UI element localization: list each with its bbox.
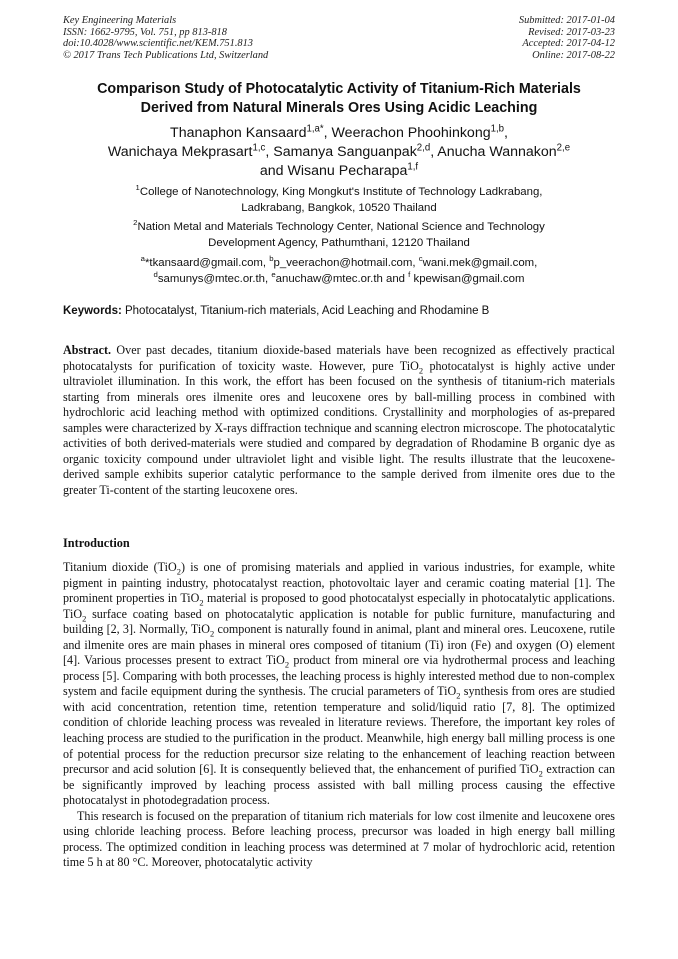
affiliation-1 <box>55 185 623 216</box>
journal-name: Key Engineering Materials <box>63 15 177 26</box>
author-affil-mark: 2,d <box>416 142 431 154</box>
journal-issn: ISSN: 1662-9795, Vol. 751, pp 813-818 <box>63 26 227 38</box>
author-name: Wanichaya Mekprasart <box>107 144 253 160</box>
author-affil-mark: 1,c <box>252 142 266 154</box>
email-link[interactable]: anuchaw@mtec.or.th and <box>275 272 409 285</box>
paper-title <box>40 80 638 118</box>
author-affil-mark: 1,b <box>490 123 505 135</box>
email-link[interactable]: kpewisan@gmail.com <box>410 272 525 285</box>
affil-number: 2 <box>133 218 138 228</box>
email-mark: f <box>408 269 411 279</box>
email-mark: b <box>269 254 274 264</box>
author-emails <box>55 256 623 287</box>
author-affil-mark: 1,a* <box>306 123 324 135</box>
abstract: Abstract. Over past decades, titanium dioxide-based materials have been recognized as effectively practical photocatalysts for purification of toxicity waste. However, pure TiO$_2$ photocatalyst is highly active under ultraviolet illumination. In this work, the effort has been focused on the synthesis of titanium-rich materials starting from minerals ores ilmenite ores and leucoxene ores by ball-milling process in combined with hydrochloric acid leaching method with optimized conditions. Crystallinity and morphologies of as-prepared samples were characterized by X-rays diffraction technique and scanning electron microscope. The photocatalytic activities of both derived-materials were studied and compared by degradation of Rhodamine B organic dye as organic toxicity compound under ultraviolet light and visible light. The results illustrate that the leucoxene-derived sample exhibits superior catalytic performance to the sample derived from ilmenite ores due to the greater Ti-content of the starting leucoxene ores. <box>63 343 615 497</box>
affil-text: College of Nanotechnology, King Mongkut's Institute of Technology Ladkrabang, <box>139 186 543 198</box>
affil-text: Ladkrabang, Bangkok, 10520 Thailand <box>241 201 437 214</box>
introduction-paragraph-1: Titanium dioxide (TiO$_2$) is one of promising materials and applied in various industries, for example, white pigment in painting industry, photocatalyst reaction, photovoltaic layer and ceramic coating material [1]. The prominent properties in TiO$_2$ material is proposed to good photocatalyst especially in photocatalytic applications. TiO$_2$ surface coating based on photocatalytic application is notable for public furniture, manufacturing and building [2, 3]. Normally, TiO$_2$ component is naturally found in animal, plant and mineral ores. Leucoxene, rutile and ilmenite ores are main phases in mineral ores composed of titanium (Ti) iron (Fe) and oxygen (O) element [4]. Various processes present to extract TiO$_2$ product from mineral ore via hydrothermal process and leaching process [5]. Comparing with both processes, the leaching process is highly interested method due to non-complex system and facile equipment during the synthesis. The crucial parameters of TiO$_2$ synthesis from ores are studied with acid concentration, retention time, retention temperature and solid/liquid ratio [7, 8]. The optimized condition of chloride leaching process was revealed in literature reviews. Therefore, the important key roles of leaching process are studied to the purification in the product. Meanwhile, high energy ball milling process is one of potential process for the reduction precursor size relating to the enhancement of leaching reaction between precursor and acid solution [6]. It is consequently believed that, the enhancement of purified TiO$_2$ extraction can be significantly improved by leaching process assisted with ball milling process causing the effective photocatalyst in photodegradation process. <box>63 560 616 808</box>
date-revised: Revised: 2017-03-23 <box>528 26 615 38</box>
keywords <box>63 304 615 319</box>
title-line-1: Comparison Study of Photocatalytic Activity of Titanium-Rich Materials <box>97 81 581 97</box>
abstract-label: Abstract. <box>63 343 112 357</box>
introduction-paragraph-2: This research is focused on the preparation of titanium rich materials for low cost ilmenite and leucoxene ores using chloride leaching process. Before leaching process, precursor was loaded in high energy ball milling process. The optimized condition in leaching process was determined at 7 molar of hydrochloric acid, retention time 5 h at 80 °C. Moreover, photocatalytic activity <box>63 808 615 870</box>
journal-header <box>63 15 615 61</box>
author-name: , Samanya Sanguanpak <box>265 144 417 160</box>
email-link[interactable]: wani.mek@gmail.com, <box>422 257 538 269</box>
author-line-1 <box>40 124 638 143</box>
email-link[interactable]: *tkansaard@gmail.com, <box>144 257 270 269</box>
author-name: , Weerachon Phoohinkong <box>323 125 491 141</box>
section-heading-introduction: Introduction <box>63 536 130 550</box>
affiliation-2 <box>55 220 623 251</box>
email-mark: e <box>271 269 276 279</box>
publication-dates <box>519 15 615 61</box>
journal-copyright: © 2017 Trans Tech Publications Ltd, Switzerland <box>63 49 269 61</box>
email-mark: d <box>153 269 158 279</box>
author-affil-mark: 2,e <box>556 142 571 154</box>
affil-text: Development Agency, Pathumthani, 12120 Thailand <box>208 236 470 249</box>
author-affil-mark: 1,f <box>407 161 419 173</box>
author-name: , Anucha Wannakon <box>430 144 557 160</box>
journal-info <box>63 15 268 61</box>
author-list <box>40 124 638 181</box>
author-separator: , <box>504 125 508 141</box>
date-accepted: Accepted: 2017-04-12 <box>522 38 615 50</box>
date-online: Online: 2017-08-22 <box>532 49 615 61</box>
journal-doi: doi:10.4028/www.scientific.net/KEM.751.813 <box>63 38 253 50</box>
date-submitted: Submitted: 2017-01-04 <box>518 15 615 26</box>
affil-number: 1 <box>135 183 140 193</box>
email-mark: c <box>418 254 423 264</box>
email-mark: a <box>140 254 145 264</box>
introduction-body <box>63 560 615 871</box>
email-link[interactable]: p_veerachon@hotmail.com, <box>273 257 419 269</box>
affil-text: Nation Metal and Materials Technology Center, National Science and Technology <box>137 221 545 233</box>
author-line-3 <box>40 162 638 181</box>
author-name: Thanaphon Kansaard <box>170 125 307 141</box>
keywords-label: Keywords: <box>63 305 122 317</box>
author-name: and Wisanu Pecharapa <box>259 163 408 179</box>
email-link[interactable]: samunys@mtec.or.th, <box>157 272 272 285</box>
title-line-2: Derived from Natural Minerals Ores Using Acidic Leaching <box>140 100 538 116</box>
keywords-text: Photocatalyst, Titanium-rich materials, Acid Leaching and Rhodamine B <box>121 305 490 317</box>
author-line-2 <box>40 143 638 162</box>
